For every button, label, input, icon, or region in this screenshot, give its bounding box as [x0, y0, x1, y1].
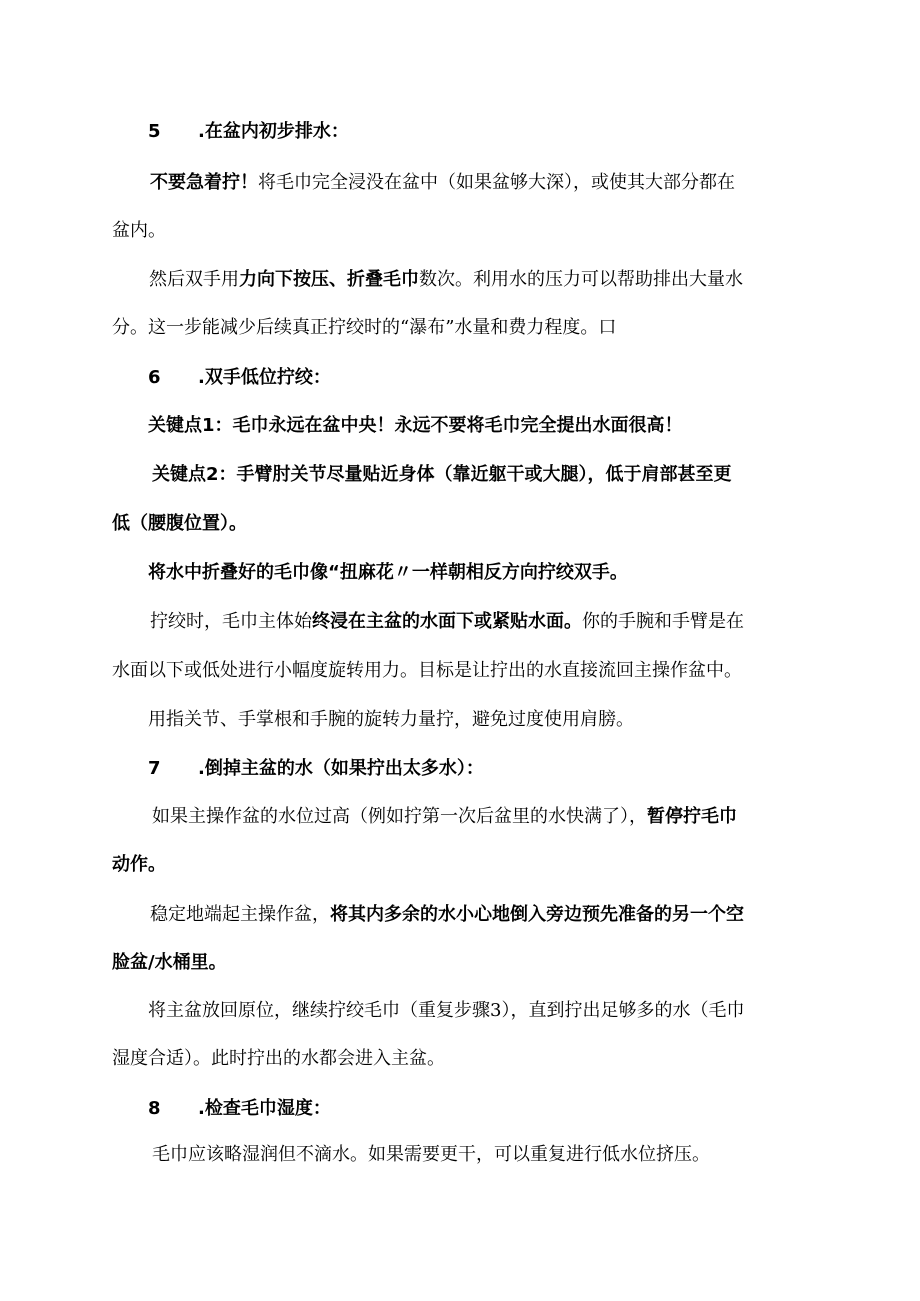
- emphasis-text: 将其内多余的水小心地倒入旁边预先准备的另一个空: [330, 904, 744, 925]
- section-5-paragraph-1: [150, 171, 735, 195]
- key-point-1: 关键点1：毛巾永远在盆中央！永远不要将毛巾完全提出水面很高！: [148, 415, 683, 436]
- section-title: .双手低位拧绞：: [198, 367, 331, 388]
- section-number: 6: [148, 367, 161, 388]
- body-text: 直到拧出足够多的水（毛巾: [528, 1000, 745, 1021]
- section-7-paragraph-3-continued: 湿度合适）。此时拧出的水都会进入主盆。: [112, 1048, 445, 1069]
- section-7-paragraph-2-continued: 脸盆/水桶里。: [112, 952, 227, 973]
- section-7-paragraph-1-continued: 动作。: [112, 854, 166, 875]
- emphasis-text: 终浸在主盆的水面下或紧贴水面。: [312, 611, 582, 632]
- section-title: .倒掉主盆的水（如果拧出太多水）：: [198, 758, 484, 779]
- section-6-paragraph-3-continued: 水面以下或低处进行小幅度旋转用力。目标是让拧出的水直接流回主操作盆中。: [112, 660, 742, 681]
- section-8-paragraph-1: 毛巾应该略湿润但不滴水。如果需要更干，可以重复进行低水位挤压。: [152, 1144, 710, 1165]
- body-text: 你的手腕和手臂是在: [582, 611, 744, 632]
- body-text: 将毛巾完全浸没在盆中（如果盆够大深），或使其大部分都在: [258, 172, 735, 193]
- section-6-paragraph-3: [150, 610, 744, 634]
- section-number: 7: [148, 758, 161, 779]
- section-7-paragraph-2: [150, 903, 744, 927]
- body-text: 数次。利用水的压力可以帮助排出大量水: [419, 269, 743, 290]
- body-text: 稳定地端起主操作盆，: [150, 904, 330, 925]
- section-5-paragraph-2-continued: 分。这一步能减少后续真正拧绞时的“瀑布”水量和费力程度。口: [112, 317, 617, 338]
- section-6-heading: [148, 366, 331, 390]
- key-point-2-continued: 低（腰腹位置）。: [112, 513, 247, 534]
- section-7-heading: [148, 757, 484, 781]
- section-title: .检查毛巾湿度：: [198, 1098, 331, 1119]
- section-title: .在盆内初步排水：: [198, 121, 349, 142]
- section-7-paragraph-1: [152, 805, 737, 829]
- section-5-heading: [148, 120, 349, 144]
- section-5-paragraph-1-continued: 盆内。: [112, 220, 166, 241]
- section-5-paragraph-2: [149, 268, 743, 292]
- body-text: 拧绞时，毛巾主体始: [150, 611, 312, 632]
- section-6-paragraph-4: 用指关节、手掌根和手腕的旋转力量拧，避免过度使用肩膀。: [148, 709, 634, 730]
- body-text: 如果主操作盆的水位过高（例如拧第一次后盆里的水快满了），: [152, 806, 647, 827]
- body-text: 将主盆放回原位，继续拧绞毛巾（重复步骤3），: [148, 1000, 529, 1021]
- key-point-2: 关键点2：手臂肘关节尽量贴近身体（靠近躯干或大腿），低于肩部甚至更: [152, 464, 732, 485]
- section-7-paragraph-3: [148, 999, 744, 1023]
- section-number: 5: [148, 121, 161, 142]
- emphasis-text: 力向下按压、折叠毛巾: [239, 269, 419, 290]
- body-text: 然后双手用: [149, 269, 239, 290]
- emphasis-text: 不要急着拧！: [150, 172, 258, 193]
- twist-instruction: 将水中折叠好的毛巾像“扭麻花〃一样朝相反方向拧绞双手。: [148, 562, 628, 583]
- emphasis-text: 暂停拧毛巾: [647, 806, 737, 827]
- section-8-heading: [148, 1097, 331, 1121]
- section-number: 8: [148, 1098, 161, 1119]
